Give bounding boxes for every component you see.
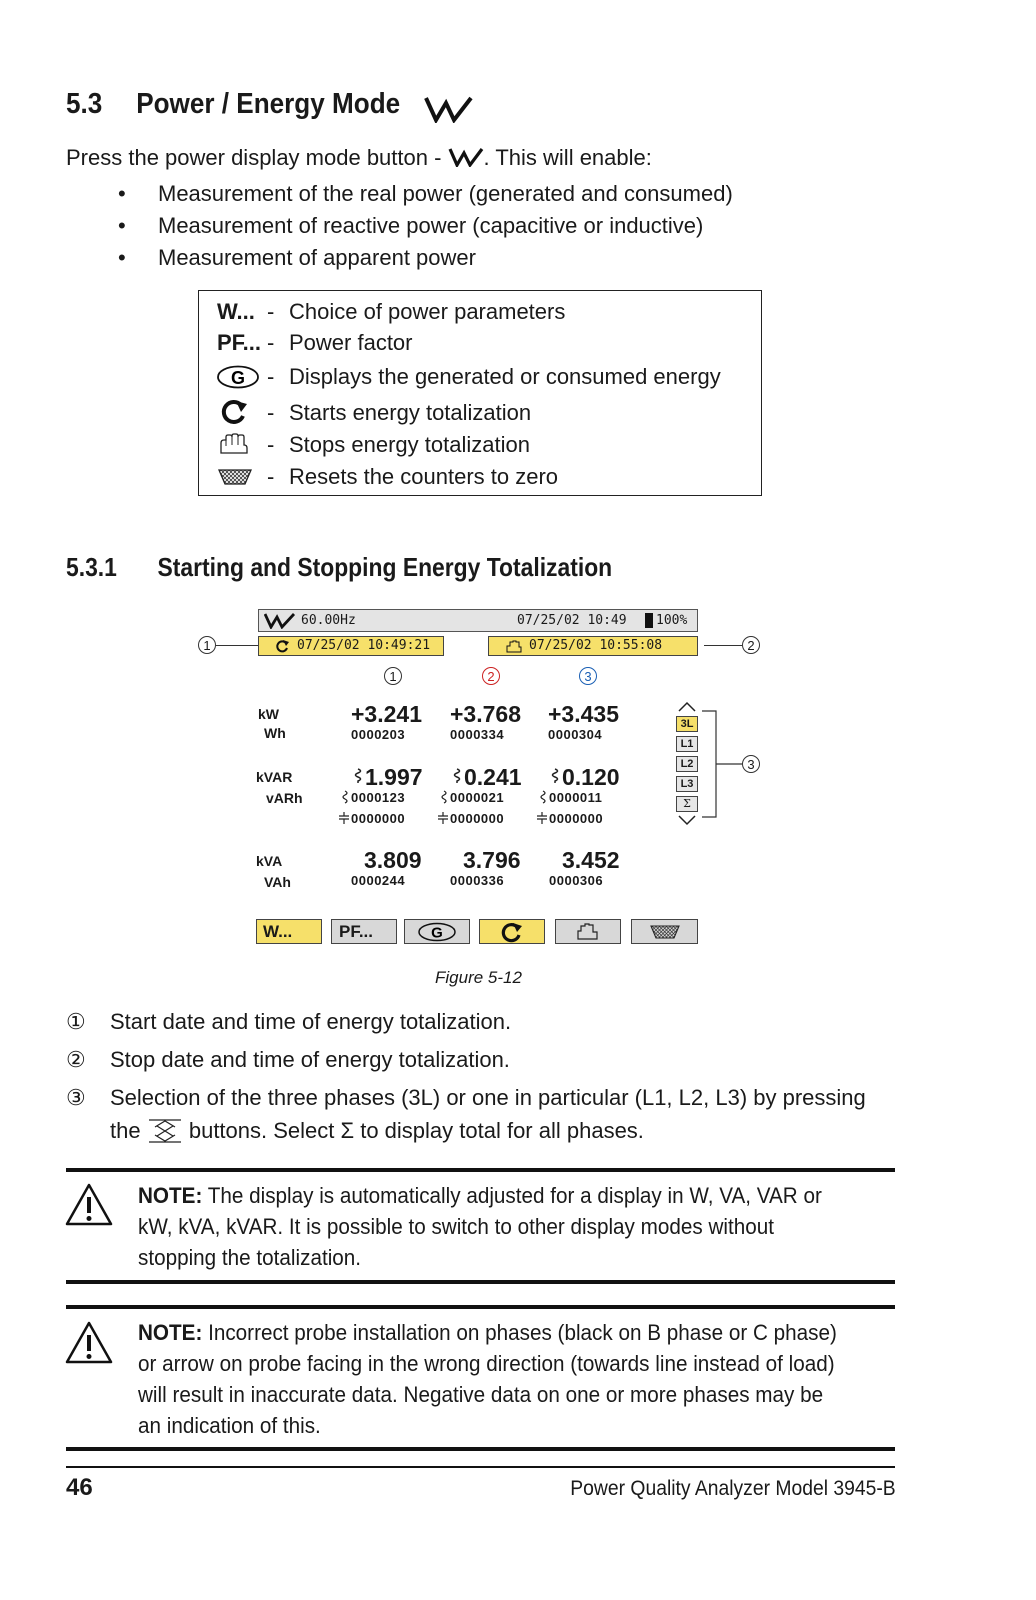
- legend-desc: Starts energy totalization: [289, 400, 532, 425]
- divider: [66, 1305, 895, 1309]
- subsection-title: Starting and Stopping Energy Totalization: [157, 552, 613, 582]
- kvar-value-2: 0.241: [464, 764, 522, 790]
- svg-text:G: G: [431, 924, 443, 942]
- legend-row: - Starts energy totalization: [217, 397, 531, 429]
- section-number: 5.3: [66, 88, 103, 120]
- callout-line: [216, 645, 258, 646]
- subsection-number: 5.3.1: [66, 552, 117, 582]
- button-legend-box: [198, 290, 762, 496]
- wh-label: Wh: [264, 725, 286, 741]
- legend-row: - Resets the counters to zero: [217, 461, 558, 493]
- footer-rule: [66, 1466, 895, 1468]
- divider: [66, 1447, 895, 1451]
- note-text: The display is automatically adjusted for a display in W, VA, VAR or kW, kVA, kVAR. It is possible to switch to other display modes without stopping the totalization.: [138, 1183, 822, 1270]
- kw-value-3: +3.435: [548, 701, 619, 727]
- item-marker: ②: [66, 1047, 86, 1072]
- item-marker: ③: [66, 1085, 86, 1110]
- svg-text:G: G: [230, 368, 246, 388]
- battery-icon: [645, 613, 653, 628]
- inductive-icon: [549, 768, 561, 789]
- item-text: the: [110, 1118, 141, 1143]
- generated-consumed-softkey[interactable]: [404, 919, 470, 944]
- wh-value-2: 0000334: [450, 727, 505, 742]
- stop-hand-icon: [505, 639, 523, 654]
- varh-cap-value-1: 0000000: [351, 811, 406, 826]
- power-mode-w-icon: [448, 147, 484, 167]
- kvar-value-3: 0.120: [562, 764, 620, 790]
- battery-level: 100%: [656, 613, 688, 628]
- stop-timestamp: 07/25/02 10:55:08: [529, 638, 663, 653]
- phase-marker-3: 3: [579, 667, 597, 685]
- legend-row: PF... - Power factor: [217, 327, 413, 359]
- wh-value-1: 0000203: [351, 727, 406, 742]
- inductive-icon: [451, 768, 463, 789]
- kva-label: kVA: [256, 853, 283, 869]
- phase-button-sigma[interactable]: Σ: [676, 796, 698, 812]
- capacitive-icon: [536, 811, 548, 830]
- legend-desc: Stops energy totalization: [289, 432, 530, 457]
- note-label: NOTE:: [138, 1320, 203, 1345]
- figure-caption: Figure 5-12: [435, 968, 522, 987]
- start-totalization-icon: [217, 397, 267, 429]
- intro-before: Press the power display mode button -: [66, 145, 448, 170]
- varh-cap-value-2: 0000000: [450, 811, 505, 826]
- wh-value-3: 0000304: [548, 727, 603, 742]
- bullet-text: Measurement of apparent power: [158, 245, 476, 270]
- vah-value-2: 0000336: [450, 873, 505, 888]
- vah-value-1: 0000244: [351, 873, 406, 888]
- reset-softkey[interactable]: [631, 919, 698, 944]
- warning-icon: [64, 1182, 114, 1228]
- item-text: Start date and time of energy totalization.: [110, 1009, 512, 1034]
- phase-button-l1[interactable]: L1: [676, 736, 698, 752]
- legend-key: PF...: [217, 330, 262, 355]
- note-1: [138, 1180, 850, 1273]
- list-item: • Measurement of apparent power: [118, 245, 476, 270]
- footer-title: Power Quality Analyzer Model 3945-B: [570, 1477, 896, 1500]
- bullet-text: Measurement of the real power (generated and consumed): [158, 181, 733, 206]
- bullet-text: Measurement of reactive power (capacitive or inductive): [158, 213, 704, 238]
- generated-consumed-icon: [417, 922, 457, 942]
- power-mode-w-icon: [424, 95, 474, 123]
- start-timestamp: 07/25/02 10:49:21: [297, 638, 431, 653]
- frequency-readout: 60.00Hz: [301, 613, 356, 628]
- inductive-icon: [352, 768, 364, 789]
- capacitive-icon: [437, 811, 449, 830]
- stop-timestamp-box: [488, 636, 698, 656]
- kva-value-1: 3.809: [364, 847, 422, 873]
- legend-row: - Stops energy totalization: [217, 429, 530, 461]
- reset-counters-icon: [217, 461, 267, 493]
- chevron-down-icon[interactable]: [677, 814, 697, 826]
- legend-desc: Power factor: [289, 330, 413, 355]
- stop-hand-icon: [575, 922, 601, 942]
- legend-row: G - Displays the generated or consumed energy: [217, 361, 721, 393]
- stop-softkey[interactable]: [555, 919, 621, 944]
- reset-counters-icon: [649, 923, 681, 941]
- start-totalization-icon: [498, 921, 526, 943]
- item-text: Selection of the three phases (3L) or one in particular (L1, L2, L3) by pressing: [110, 1085, 866, 1110]
- intro-line: [66, 142, 652, 174]
- list-item: [66, 1044, 510, 1076]
- list-item: • Measurement of reactive power (capacitive or inductive): [118, 213, 704, 238]
- note-text: Incorrect probe installation on phases (black on B phase or C phase) or arrow on probe facing in the wrong direction (towards line instead of load) will result in inaccurate data. Negative data on one or more phases may be an indication of this.: [138, 1320, 837, 1438]
- kw-value-2: +3.768: [450, 701, 521, 727]
- legend-desc: Displays the generated or consumed energy: [289, 364, 721, 389]
- callout-2: 2: [742, 636, 760, 654]
- phase-button-l2[interactable]: L2: [676, 756, 698, 772]
- clock-readout: 07/25/02 10:49: [517, 613, 627, 628]
- vah-value-3: 0000306: [549, 873, 604, 888]
- list-item: • Measurement of the real power (generated and consumed): [118, 181, 733, 206]
- legend-desc: Choice of power parameters: [289, 299, 566, 324]
- section-title: Power / Energy Mode: [136, 88, 401, 120]
- kw-value-1: +3.241: [351, 701, 422, 727]
- pf-softkey[interactable]: PF...: [331, 919, 397, 944]
- start-softkey[interactable]: [479, 919, 545, 944]
- capabilities-list: [118, 178, 733, 274]
- phase-button-3l[interactable]: 3L: [676, 716, 698, 732]
- item-text: Stop date and time of energy totalization.: [110, 1047, 510, 1072]
- generated-consumed-icon: [217, 361, 267, 393]
- kvar-label: kVAR: [256, 769, 293, 785]
- phase-button-l3[interactable]: L3: [676, 776, 698, 792]
- varh-ind-value-3: 0000011: [549, 790, 603, 805]
- kw-label: kW: [258, 706, 279, 722]
- intro-after: . This will enable:: [483, 145, 652, 170]
- start-timestamp-box: [258, 636, 444, 656]
- w-softkey[interactable]: W...: [256, 919, 322, 944]
- inductive-icon: [340, 790, 350, 809]
- item-marker: ①: [66, 1009, 86, 1034]
- divider: [66, 1280, 895, 1284]
- varh-cap-value-3: 0000000: [549, 811, 604, 826]
- kvar-value-1: 1.997: [365, 764, 423, 790]
- section-heading: [66, 88, 400, 121]
- status-bar: [258, 609, 698, 632]
- callout-3: 3: [742, 755, 760, 773]
- start-totalization-icon: [275, 639, 291, 654]
- up-down-arrows-icon: [147, 1118, 183, 1144]
- callout-bracket: [700, 709, 744, 819]
- inductive-icon: [439, 790, 449, 809]
- stop-hand-icon: [217, 429, 267, 461]
- item-text: buttons. Select Σ to display total for all phases.: [188, 1118, 644, 1143]
- page-number: 46: [66, 1474, 93, 1501]
- legend-row: W... - Choice of power parameters: [217, 296, 565, 328]
- callout-line: [704, 645, 742, 646]
- list-item: [66, 1006, 511, 1038]
- kva-value-2: 3.796: [463, 847, 521, 873]
- callout-1: 1: [198, 636, 216, 654]
- capacitive-icon: [338, 811, 350, 830]
- subsection-heading: [66, 552, 612, 583]
- varh-ind-value-1: 0000123: [351, 790, 406, 805]
- list-item-continued: [110, 1115, 644, 1147]
- divider: [66, 1168, 895, 1172]
- legend-key: W...: [217, 299, 255, 324]
- kva-value-3: 3.452: [562, 847, 620, 873]
- legend-desc: Resets the counters to zero: [289, 464, 559, 489]
- note-2: [138, 1317, 850, 1441]
- chevron-up-icon[interactable]: [677, 701, 697, 713]
- power-mode-w-icon: [264, 612, 296, 629]
- varh-label: vARh: [266, 790, 303, 806]
- phase-marker-1: 1: [384, 667, 402, 685]
- inductive-icon: [538, 790, 548, 809]
- varh-ind-value-2: 0000021: [450, 790, 505, 805]
- vah-label: VAh: [264, 874, 291, 890]
- note-label: NOTE:: [138, 1183, 203, 1208]
- phase-marker-2: 2: [482, 667, 500, 685]
- list-item: [66, 1082, 866, 1114]
- warning-icon: [64, 1320, 114, 1366]
